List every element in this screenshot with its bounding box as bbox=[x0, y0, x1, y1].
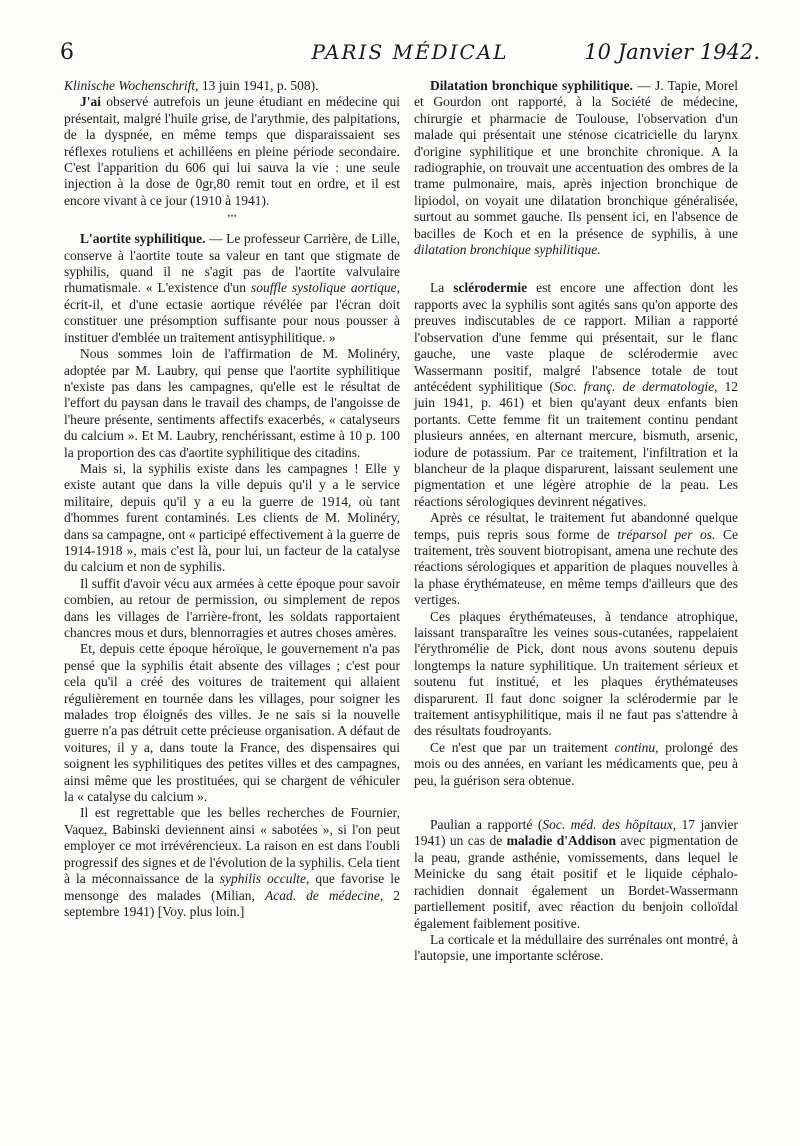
section-maladie-addison bbox=[414, 817, 738, 932]
running-header bbox=[60, 40, 760, 74]
paragraph-text: Il est regrettable que les belles recherches de Fournier, Vaquez, Babinski deviennent ainsi « sabotées », si l'on peut employer ce mot irrévérencieux. La raison en est dans l'oubli progressif des signes et de l'évolution de la syphilis. Cela tient à la méconnaissance de la bbox=[64, 805, 400, 887]
section-dilatation-bronchique bbox=[414, 78, 738, 258]
citation-society: Soc. franç. de dermatologie, bbox=[553, 378, 718, 394]
citation-society: Soc. méd. des hôpitaux, bbox=[542, 817, 677, 833]
paragraph-text: est encore une affection dont les rapports avec la syphilis sont agités sans qu'on apporte des preuves indiscutables de ce rapport. Milian a rapporté l'observation d'une femme qui présentait, sur le flanc gauche, une vaste plaque de sclérodermie avec Wassermann positif, malgré l'absence totale de tout antécédent syphilitique ( bbox=[414, 280, 738, 394]
paragraph-text: — J. Tapie, Morel et Gourdon ont rapporté, à la Société de médecine, chirurgie et pharmacie de Toulouse, l'observation d'un malade qui présentait une sténose cicatricielle du larynx d'origine syphilitique et une bronchite chronique. A la radiographie, on trouvait une accentuation des ombres de la trame pulmonaire, mais, après injection bronchique de lipiodol, on voyait une dilatation bronchique généralisée, surtout au sommet gauche. Ils pensent ici, en l'absence de bacilles de Koch et en la présence de syphilis, à une bbox=[414, 78, 738, 241]
section-title: Dilatation bronchique syphilitique. bbox=[430, 78, 633, 93]
section-sclerodermie bbox=[414, 280, 738, 510]
paragraph-case-student bbox=[64, 94, 400, 209]
paragraph-text: 17 janvier 1941) un cas de bbox=[414, 817, 738, 849]
citation-journal: Klinische Wochenschrift, bbox=[64, 78, 199, 93]
italic-term: tréparsol per os. bbox=[617, 526, 716, 542]
citation-academy: Acad. de médecine, bbox=[264, 887, 384, 903]
paragraph-regrettable bbox=[64, 805, 400, 920]
section-separator: ••• bbox=[227, 211, 237, 222]
paragraph-molinery: Nous sommes loin de l'affirmation de M. Molinéry, adoptée par M. Laubry, qui pense que l'aortite syphilitique n'existe pas dans les campagnes, qu'elle est le résultat de l'effort du paysan dans le travail des champs, de l'angoisse de l'heure présente, sentiments affectifs exacerbés, « catalyseurs du calcium ». Et M. Laubry, renchérissant, estime à 10 p. 100 la proportion des cas d'aortite syphilitique des citadins. bbox=[64, 346, 400, 460]
paragraph-text: prolongé des mois ou des années, en variant les médicaments que, peu à peu, la guérison sera obtenue. bbox=[414, 739, 738, 788]
italic-term: dilatation bronchique syphilitique. bbox=[414, 242, 601, 258]
paragraph-text: observé autrefois un jeune étudiant en médecine qui présentait, malgré l'huile grise, de l'arythmie, des palpitations, de la dyspnée, en même temps que disparaissaient ses réflexes rotuliens et achilléens en pleine période secondaire. C'est l'apparition du 606 qui lui sauva la vie : une seule injection à la dose de 0gr,80 remit tout en ordre, et il est encore vivant à ce jour (1910 à 1941). bbox=[64, 94, 400, 208]
italic-term: syphilis occulte, bbox=[219, 871, 310, 887]
bold-term: sclérodermie bbox=[453, 280, 528, 296]
paragraph-text: Ce n'est que par un traitement bbox=[430, 739, 615, 755]
paragraph-lead: J'ai bbox=[80, 94, 102, 110]
paragraph-surrenales: La corticale et la médullaire des surrénales ont montré, à l'autopsie, une importante sclérose. bbox=[414, 931, 738, 964]
paragraph-treparsol bbox=[414, 510, 738, 608]
paragraph-text: 2 septembre 1941) [Voy. plus loin.] bbox=[64, 887, 400, 919]
journal-title: PARIS MÉDICAL bbox=[311, 40, 509, 64]
citation-date: 13 juin 1941, p. 508). bbox=[198, 78, 319, 93]
paragraph-text: que favorise le mensonge des malades (Milian, bbox=[64, 871, 401, 903]
italic-term: continu, bbox=[614, 739, 659, 755]
left-column bbox=[64, 78, 400, 920]
paragraph-gouvernement: Et, depuis cette époque héroïque, le gouvernement n'a pas pensé que la syphilis était absente des villages ; c'est pour cela qu'il a créé des voitures de traitement qui allaient régulièrement en tournée dans les villages, pour soigner les malades trop éloignés des villes. Je ne sais si la nouvelle guerre n'a pas détruit cette précieuse organisation. A défaut de voitures, il y a, dans toute la France, des dispensaires qui soignent les syphilitiques des petites villes et des campagnes, ainsi même que les prostituées, qui se chargent de véhiculer la « catalyse du calcium ». bbox=[64, 641, 400, 805]
italic-term: souffle systolique aortique, bbox=[250, 280, 400, 296]
section-title: L'aortite syphilitique. bbox=[80, 231, 206, 247]
page-number: 6 bbox=[60, 40, 74, 65]
paragraph-text: écrit-il, et d'une ectasie aortique révélée par l'écran doit constituer une présomption suffisante pour nous pousser à instituer d'emblée un traitement antisyphilitique. » bbox=[64, 296, 400, 345]
paragraph-armees: Il suffit d'avoir vécu aux armées à cette époque pour savoir combien, au retour de permission, ou simplement de repos dans les villages de l'arrière-front, les soldats rapportaient chancres mous et durs, blennorragies et autres choses amères. bbox=[64, 575, 400, 640]
bold-term: maladie d'Addison bbox=[506, 833, 617, 849]
paragraph-text: avec pigmentation de la peau, grande asthénie, vomissements, dans lequel le Meinicke du sang était positif et le liquide céphalo-rachidien donnait également un Bordet-Wassermann partiellement positif, avec réaction du benjoin colloïdal également faiblement positive. bbox=[414, 833, 738, 931]
issue-date: 10 Janvier 1942. bbox=[584, 40, 760, 64]
paragraph-text: Ce traitement, très souvent biotropisant, amena une rechute des réactions sérologiques et apparition de plaques nouvelles à la phase érythémateuse, en même temps d'ailleurs que des vertiges. bbox=[414, 526, 738, 608]
paragraph-text: — Le professeur Carrière, de Lille, conserve à l'aortite toute sa valeur en tant que stigmate de syphilis, quand il ne s'agit pas de l'aortite valvulaire rhumatismale. « L'existence d'un bbox=[64, 231, 400, 296]
paragraph-plaques: Ces plaques érythémateuses, à tendance atrophique, laissant transparaître les veines sous-cutanées, rappelaient l'érythromélie de Pick, dont nous avons soutenu depuis longtemps la nature syphilitique. Un traitement sérieux et soutenu fut institué, et les plaques érythémateuses disparurent. Il faut donc soigner la sclérodermie par le traitement antisyphilitique, mais il ne faut pas s'attendre à des résultats foudroyants. bbox=[414, 608, 738, 739]
paragraph-text: Paulian a rapporté ( bbox=[430, 817, 543, 833]
right-column bbox=[414, 78, 738, 965]
paragraph-campagnes: Mais si, la syphilis existe dans les campagnes ! Elle y existe autant que dans la ville depuis qu'il y a le service militaire, depuis qu'il y a eu la guerre de 1914, où tant d'hommes furent contaminés. Les clients de M. Molinéry, dans sa campagne, ont « participé effectivement à la guerre de 1914-1918 », mais c'est là, pour lui, un facteur de la catalyse du calcium et non de syphilis. bbox=[64, 460, 400, 575]
paragraph-text: 12 juin 1941, p. 461) et bien qu'ayant deux enfants bien portants. Cette femme fit un traitement continu pendant plusieurs années, en alternant mercure, bismuth, arsenic, iodure de potassium. Par ce traitement, l'infiltration et la blancheur de la plaque disparurent, laissant seulement une pigmentation et une légère atrophie de la peau. Les réactions sérologiques devinrent négatives. bbox=[414, 378, 738, 509]
section-aortite-syphilitique bbox=[64, 231, 400, 346]
paragraph-reference-tail bbox=[64, 78, 400, 94]
paragraph-traitement-continu bbox=[414, 740, 738, 789]
paragraph-text: Après ce résultat, le traitement fut abandonné quelque temps, puis repris sous forme de bbox=[414, 510, 738, 542]
paragraph-lead: La bbox=[430, 280, 454, 296]
